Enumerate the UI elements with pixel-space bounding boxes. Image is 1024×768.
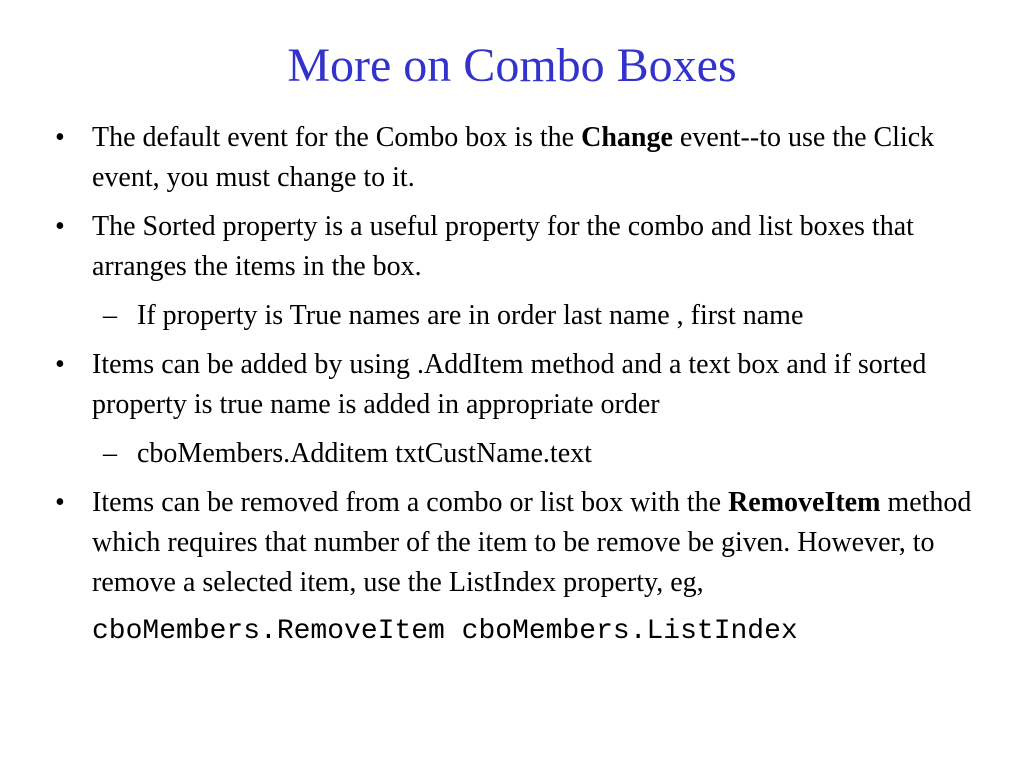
sub-bullet-marker: – xyxy=(103,438,117,469)
bullet-item xyxy=(55,118,982,198)
bullet-text: method which requires that number of the item to be remove be given. However, to remove a selected item, use the ListIndex property, eg, xyxy=(92,487,972,598)
sub-bullet-marker: – xyxy=(103,300,117,331)
bullet-text: The default event for the Combo box is the xyxy=(92,122,582,153)
bullet-bold-text: RemoveItem xyxy=(728,487,881,518)
bullet-marker: • xyxy=(55,211,65,242)
bullet-text: Items can be added by using .AddItem method and a text box and if sorted property is true name is added in appropriate order xyxy=(92,349,927,420)
bullet-text: event--to use the Click event, you must change to it. xyxy=(92,122,935,193)
bullet-text: The Sorted property is a useful property for the combo and list boxes that arranges the items in the box. xyxy=(92,211,914,282)
bullet-item xyxy=(55,483,982,603)
bullet-item xyxy=(55,345,982,425)
sub-bullet-item xyxy=(103,296,987,336)
sub-bullet-text: cboMembers.Additem txtCustName.text xyxy=(137,438,592,469)
bullet-bold-text: Change xyxy=(581,122,673,153)
bullet-marker: • xyxy=(55,122,65,153)
slide-content xyxy=(0,118,1024,652)
bullet-text: Items can be removed from a combo or list box with the xyxy=(92,487,729,518)
slide-title: More on Combo Boxes xyxy=(287,39,737,92)
code-line: cboMembers.RemoveItem cboMembers.ListIndex xyxy=(92,616,798,647)
bullet-marker: • xyxy=(55,349,65,380)
sub-bullet-item xyxy=(103,434,987,474)
bullet-item xyxy=(55,207,982,287)
bullet-marker: • xyxy=(55,487,65,518)
sub-bullet-text: If property is True names are in order last name , first name xyxy=(137,300,804,331)
